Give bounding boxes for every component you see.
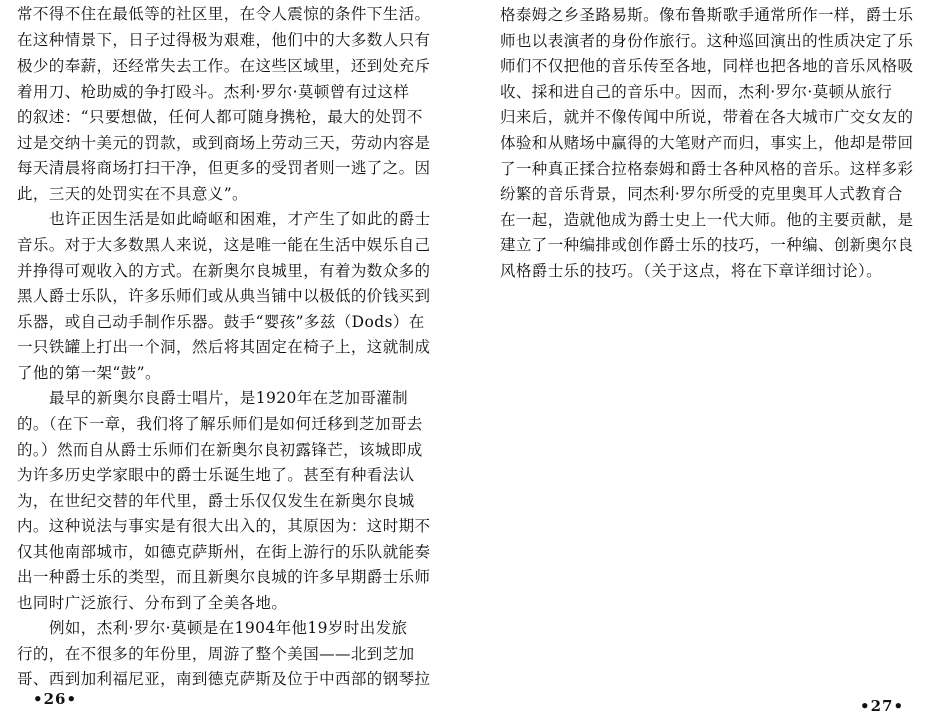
left-text-line: 也许正因生活是如此崎岖和困难，才产生了如此的爵士 [49, 210, 431, 228]
left-text-line: 仅其他南部城市，如德克萨斯州，在街上游行的乐队就能奏 [17, 543, 431, 561]
left-text-line: 一只铁罐上打出一个洞，然后将其固定在椅子上，这就制成 [17, 338, 431, 356]
right-page [470, 0, 940, 718]
right-text-line: 纷繁的音乐背景，同杰利·罗尔所受的克里奥耳人式教育合 [500, 185, 903, 203]
right-text-line: 在一起，造就他成为爵士史上一代大师。他的主要贡献，是 [500, 211, 914, 229]
right-text-line: 师们不仅把他的音乐传至各地，同样也把各地的音乐风格吸 [500, 57, 914, 75]
left-text-line: 为，在世纪交替的年代里，爵士乐仅仅发生在新奥尔良城 [17, 492, 415, 510]
left-text-line: 内。这种说法与事实是有很大出入的，其原因为：这时期不 [17, 517, 431, 535]
page-number: •26• [33, 690, 78, 708]
left-text-line: 着用刀、枪助威的争打殴斗。杰利·罗尔·莫顿曾有过这样 [17, 83, 410, 101]
right-text-line: 了一种真正揉合拉格泰姆和爵士各种风格的音乐。这样多彩 [500, 160, 914, 178]
left-text-line: 常不得不住在最低等的社区里，在令人震惊的条件下生活。 [17, 5, 431, 23]
page-number: •27• [860, 697, 905, 715]
left-text-line: 黑人爵士乐队，许多乐师们或从典当铺中以极低的价钱买到 [17, 287, 431, 305]
left-text-line: 并挣得可观收入的方式。在新奥尔良城里，有着为数众多的 [17, 262, 431, 280]
left-text-line: 的。（在下一章，我们将了解乐师们是如何迁移到芝加哥去 [17, 415, 423, 433]
right-text-line: 师也以表演者的身份作旅行。这种巡回演出的性质决定了乐 [500, 32, 914, 50]
right-text-line: 建立了一种编排或创作爵士乐的技巧，一种编、创新奥尔良 [500, 236, 914, 254]
left-text-line: 出一种爵士乐的类型，而且新奥尔良城的许多早期爵士乐师 [17, 568, 431, 586]
right-text-line: 风格爵士乐的技巧。（关于这点，将在下章详细讨论）。 [500, 262, 883, 280]
left-text-line: 例如，杰利·罗尔·莫顿是在1904年他19岁时出发旅 [49, 619, 408, 637]
right-text-line: 格泰姆之乡圣路易斯。像布鲁斯歌手通常所作一样，爵士乐 [500, 6, 914, 24]
left-text-line: 此，三天的处罚实在不具意义”。 [17, 185, 248, 203]
right-text-line: 收、採和进自己的音乐中。因而，杰利·罗尔·莫顿从旅行 [500, 83, 893, 101]
left-text-line: 为许多历史学家眼中的爵士乐诞生地了。甚至有种看法认 [17, 466, 415, 484]
left-text-line: 行的，在不很多的年份里，周游了整个美国——北到芝加 [17, 645, 415, 663]
left-text-line: 极少的奉薪，还经常失去工作。在这些区域里，还到处充斥 [17, 57, 431, 75]
left-text-line: 的叙述：“只要想做，任何人都可随身携枪，最大的处罚不 [17, 108, 423, 126]
left-text-line: 乐器，或自己动手制作乐器。鼓手“婴孩”多兹（Dods）在 [17, 313, 425, 331]
right-text-line: 体验和从赌场中赢得的大笔财产而归，事实上，他却是带回 [500, 134, 914, 152]
left-text-line: 的。）然而自从爵士乐师们在新奥尔良初露锋芒，该城即成 [17, 441, 423, 459]
left-text-line: 在这种情景下，日子过得极为艰难，他们中的大多数人只有 [17, 31, 431, 49]
left-text-line: 了他的第一架“鼓”。 [17, 364, 161, 382]
left-text-line: 每天清晨将商场打扫干净，但更多的受罚者则一逃了之。因 [17, 159, 431, 177]
left-text-line: 也同时广泛旅行、分布到了全美各地。 [17, 594, 288, 612]
left-text-line: 哥、西到加利福尼亚，南到德克萨斯及位于中西部的钢琴拉 [17, 670, 431, 688]
left-text-line: 最早的新奥尔良爵士唱片，是1920年在芝加哥灌制 [49, 389, 409, 407]
left-text-line: 音乐。对于大多数黑人来说，这是唯一能在生活中娱乐自己 [17, 236, 431, 254]
left-text-line: 过是交纳十美元的罚款，或到商场上劳动三天，劳动内容是 [17, 134, 431, 152]
right-text-line: 归来后，就并不像传闻中所说，带着在各大城市广交女友的 [500, 108, 914, 126]
